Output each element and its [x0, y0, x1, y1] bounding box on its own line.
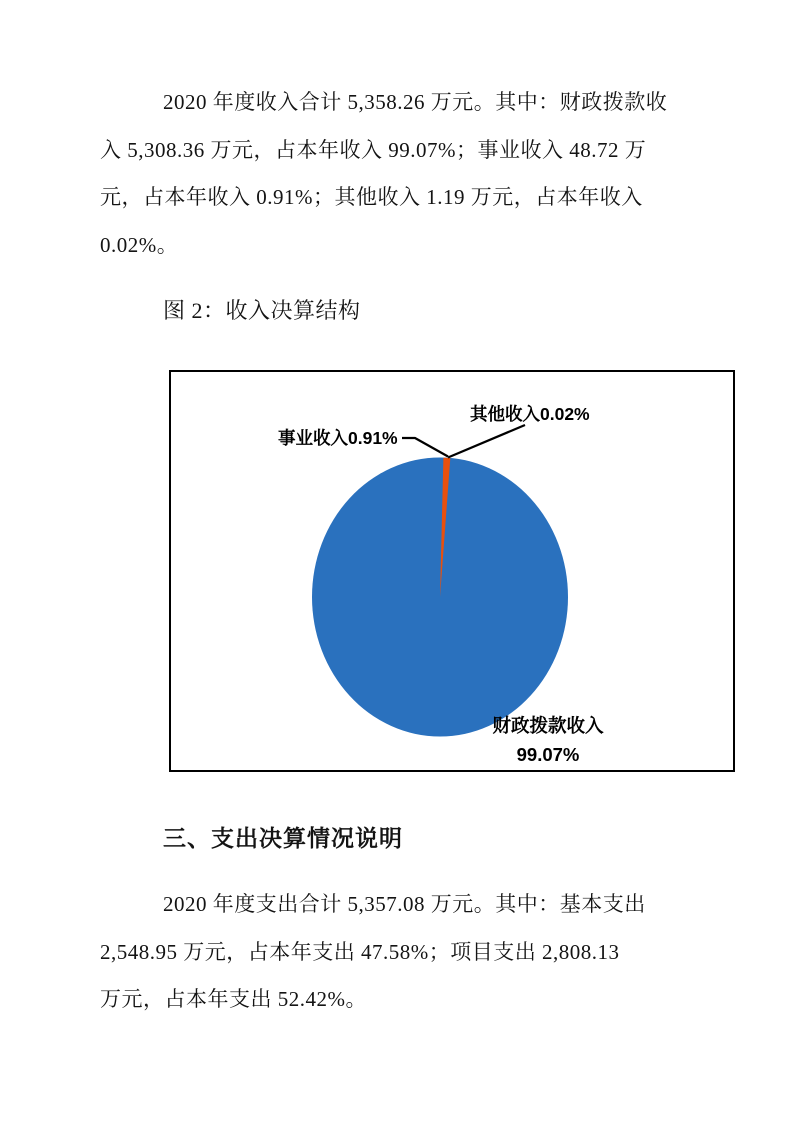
pie-label-fiscal-income [458, 711, 638, 769]
pie-label-fiscal-income-percent: 99.07% [516, 744, 580, 765]
pie-chart-canvas [171, 372, 733, 770]
income-paragraph [100, 79, 690, 269]
income-paragraph-line: 2020 年度收入合计 5,358.26 万元。其中：财政拨款收 [163, 90, 668, 114]
leader-line-other-income [448, 425, 525, 458]
pie-label-other-income: 其他收入0.02% [470, 404, 590, 424]
expenditure-paragraph [100, 881, 690, 1024]
pie-label-business-income: 事业收入0.91% [278, 428, 398, 448]
section-heading-expenditure: 三、支出决算情况说明 [163, 825, 403, 851]
leader-line-business-income [402, 438, 448, 457]
pie-label-fiscal-income-name: 财政拨款收入 [492, 715, 604, 736]
expenditure-paragraph-line: 2020 年度支出合计 5,357.08 万元。其中：基本支出 [163, 892, 646, 916]
income-paragraph-line: 元，占本年收入 0.91%；其他收入 1.19 万元，占本年收入 [100, 185, 643, 209]
income-paragraph-line: 0.02%。 [100, 232, 179, 257]
income-paragraph-line: 入 5,308.36 万元，占本年收入 99.07%；事业收入 48.72 万 [100, 137, 647, 162]
expenditure-paragraph-line: 万元，占本年支出 52.42%。 [100, 987, 367, 1011]
income-pie-chart [169, 370, 735, 772]
figure-caption: 图 2：收入决算结构 [163, 298, 361, 323]
expenditure-paragraph-line: 2,548.95 万元，占本年支出 47.58%；项目支出 2,808.13 [100, 939, 620, 964]
